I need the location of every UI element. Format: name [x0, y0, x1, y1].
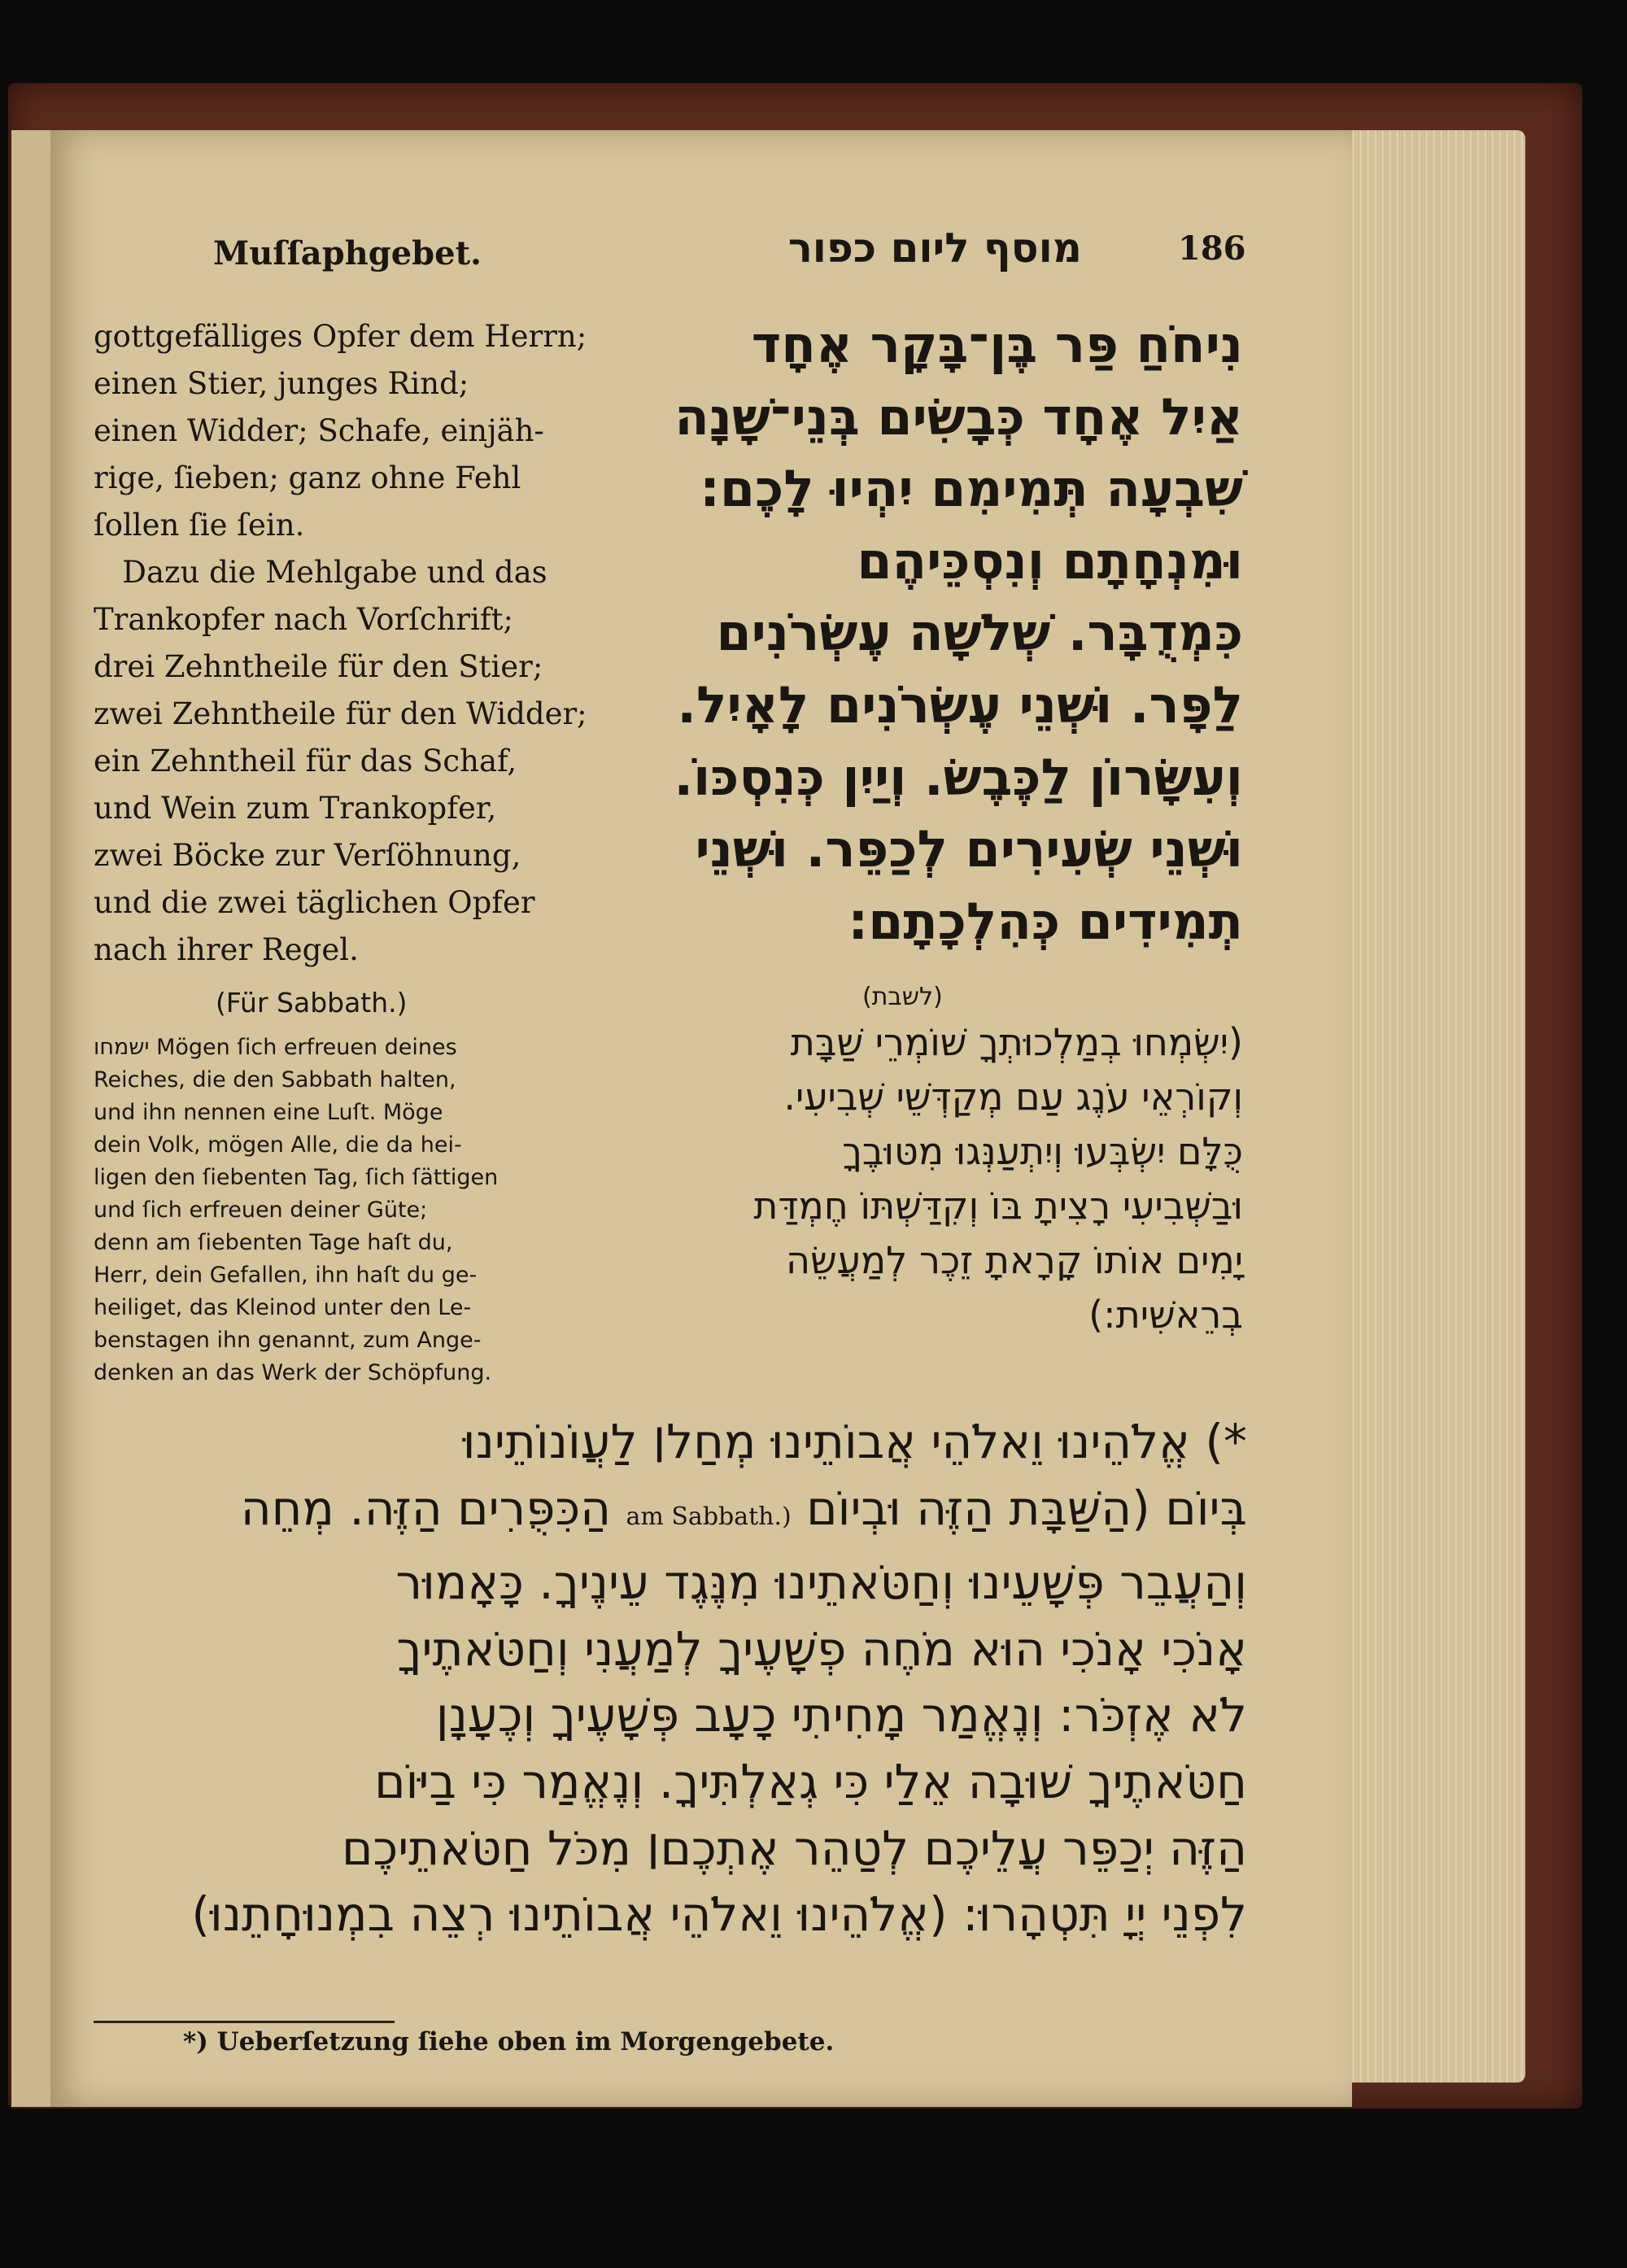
- german-line: und Wein zum Trankopfer,: [94, 791, 497, 826]
- german-line: Dazu die Mehlgabe und das: [94, 555, 547, 590]
- sabbath-heading-hebrew: (לשבת): [862, 983, 943, 1011]
- full-width-line: *) אֱלֹהֵינוּ וֵאלֹהֵי אֲבוֹתֵינוּ מְחַל׀ לַעֲוֹנוֹתֵינוּ: [462, 1414, 1247, 1469]
- hebrew-line: שִׁבְעָה תְּמִימִם יִהְיוּ לָכֶם:: [700, 459, 1243, 519]
- german-line: gottgefälliges Opfer dem Herrn;: [94, 319, 587, 354]
- sabbath-german-line: und ihn nennen eine Luſt. Möge: [94, 1100, 443, 1125]
- hebrew-line: וּשְׁנֵי שְׂעִירִים לְכַפֵּר. וּשְׁנֵי: [695, 819, 1243, 879]
- hebrew-line: כִּמְדֻבָּר. שְׁלשָׁה עֶשְׂרֹנִים: [716, 603, 1243, 663]
- german-line: Trankopfer nach Vorſchrift;: [94, 602, 513, 637]
- left-page-edge: [11, 130, 56, 2107]
- german-line: einen Widder; Schafe, einjäh-: [94, 413, 544, 448]
- sabbath-german-line: denken an das Werk der Schöpfung.: [94, 1360, 492, 1385]
- hebrew-sabbath-line: בְרֵאשִׁית:): [1088, 1293, 1243, 1337]
- hebrew-sabbath-line: וְקוֹרְאֵי עֹנֶג עַם מְקַדְּשֵׁי שְׁבִיעִי.: [783, 1075, 1243, 1119]
- sabbath-german-line: ligen den ſiebenten Tag, ſich ſättigen: [94, 1165, 499, 1190]
- header-hebrew-title: מוסף ליום כפור: [787, 225, 1082, 272]
- hebrew-sabbath-line: יָמִים אוֹתוֹ קָרָאתָ זֵכֶר לְמַעֲשֵׂה: [786, 1238, 1243, 1282]
- german-line: drei Zehntheile für den Stier;: [94, 649, 543, 684]
- sabbath-heading-german: (Für Sabbath.): [216, 987, 408, 1018]
- footnote-divider: [94, 2021, 395, 2023]
- german-line: rige, ſieben; ganz ohne Fehl: [94, 460, 521, 495]
- hebrew-sabbath-line: (יִשְׂמְחוּ בְמַלְכוּתְךָ שׁוֹמְרֵי שַׁבָּת: [790, 1020, 1243, 1064]
- hebrew-line: וּמִנְחָתָם וְנִסְכֵּיהֶם: [857, 530, 1243, 591]
- german-line: und die zwei täglichen Opfer: [94, 885, 535, 920]
- full-width-line: אָנֹכִי אָנֹכִי הוּא מֹחֶה פְשָׁעֶיךָ לְמַעֲנִי וְחַטֹּאתֶיךָ: [396, 1620, 1247, 1677]
- sabbath-german-line: ישמחו Mögen ſich erfreuen deines: [94, 1035, 457, 1060]
- full-width-line: וְהַעֲבֵר פְּשָׁעֵינוּ וְחַטֹּאתֵינוּ מִנֶּגֶד עֵינֶיךָ. כָּאָמוּר: [395, 1555, 1247, 1611]
- german-line: ein Zehntheil für das Schaf,: [94, 744, 517, 779]
- hebrew-line: תְמִידִים כְּהִלְכָתָם:: [848, 891, 1243, 951]
- page-number: 186: [1178, 229, 1246, 268]
- sabbath-german-line: heiliget, das Kleinod unter den Le-: [94, 1295, 472, 1320]
- full-width-hebrew-segment: בְּיוֹם (הַשַּׁבָּת הַזֶּה וּבְיוֹם: [806, 1480, 1247, 1536]
- hebrew-text-column: [586, 309, 1243, 957]
- sabbath-german-line: Herr, dein Gefallen, ihn haſt du ge-: [94, 1263, 478, 1288]
- hebrew-sabbath-column: [586, 1015, 1243, 1342]
- sabbath-german-line: denn am ſiebenten Tage haſt du,: [94, 1230, 453, 1255]
- sabbath-german-line: Reiches, die den Sabbath halten,: [94, 1067, 456, 1093]
- sabbath-german-column: [94, 1032, 569, 1389]
- german-line: ſollen ſie ſein.: [94, 508, 305, 543]
- hebrew-sabbath-line: כֻּלָּם יִשְׂבְּעוּ וְיִתְעַנְּגוּ מִטּוּבֶךָ: [842, 1129, 1243, 1173]
- full-width-line-with-note: [94, 1476, 1247, 1551]
- full-width-line: לִפְנֵי יְיָ תִּטְהָרוּ: (אֱלֹהֵינוּ וֵאלֹהֵי אֲבוֹתֵינוּ רְצֵה בִמְנוּחָתֵנוּ): [191, 1886, 1247, 1943]
- sabbath-german-line: benstagen ihn genannt, zum Ange-: [94, 1328, 482, 1353]
- full-width-line: לֹא אֶזְכֹּר: וְנֶאֱמַר מָחִיתִי כָעָב פְּשָׁעֶיךָ וְכֶעָנָן: [435, 1687, 1247, 1743]
- am-sabbath-note: am Sabbath.): [626, 1502, 792, 1531]
- sabbath-german-line: dein Volk, mögen Alle, die da hei-: [94, 1132, 462, 1158]
- german-translation-column: [94, 313, 587, 974]
- page-edges: [1334, 130, 1525, 2083]
- sabbath-german-line: und ſich erfreuen deiner Güte;: [94, 1197, 428, 1223]
- full-width-line: הַזֶּה יְכַפֵּר עֲלֵיכֶם לְטַהֵר אֶתְכֶם׀ מִכֹּל חַטֹּאתֵיכֶם: [342, 1820, 1247, 1876]
- hebrew-line: אַיִל אֶחָד כְּבָשִׂים בְּנֵי־שָׁנָה: [674, 386, 1243, 447]
- german-line: zwei Böcke zur Verſöhnung,: [94, 838, 521, 873]
- footnote: *) Ueberſetzung ſiehe oben im Morgengebete.: [183, 2027, 835, 2056]
- header-german-title: Muſſaphgebet.: [213, 234, 482, 273]
- full-width-hebrew-segment: הַכִּפֻּרִים הַזֶּה. מְחֵה: [240, 1480, 612, 1536]
- full-width-hebrew-block: [94, 1409, 1247, 1948]
- full-width-line: חַטֹּאתֶיךָ שׁוּבָה אֵלַי כִּי גְאַלְתִּיךָ. וְנֶאֱמַר כִּי בַיּוֹם: [374, 1753, 1247, 1809]
- hebrew-line: וְעִשָּׂרוֹן לַכֶּבֶשׂ. וְיַיִן כְּנִסְכּוֹ.: [674, 747, 1243, 807]
- hebrew-line: לַפָּר. וּשְׁנֵי עֶשְׂרֹנִים לָאָיִל.: [677, 674, 1243, 735]
- german-line: nach ihrer Regel.: [94, 932, 359, 967]
- hebrew-sabbath-line: וּבַשְּׁבִיעִי רָצִיתָ בּוֹ וְקִדַּשְׁתּוֹ חֶמְדַּת: [753, 1184, 1243, 1228]
- hebrew-line: נִיחֹחַ פַּר בֶּן־בָּקָר אֶחָד: [751, 315, 1243, 374]
- german-line: einen Stier, junges Rind;: [94, 366, 469, 401]
- german-line: zwei Zehntheile für den Widder;: [94, 696, 587, 731]
